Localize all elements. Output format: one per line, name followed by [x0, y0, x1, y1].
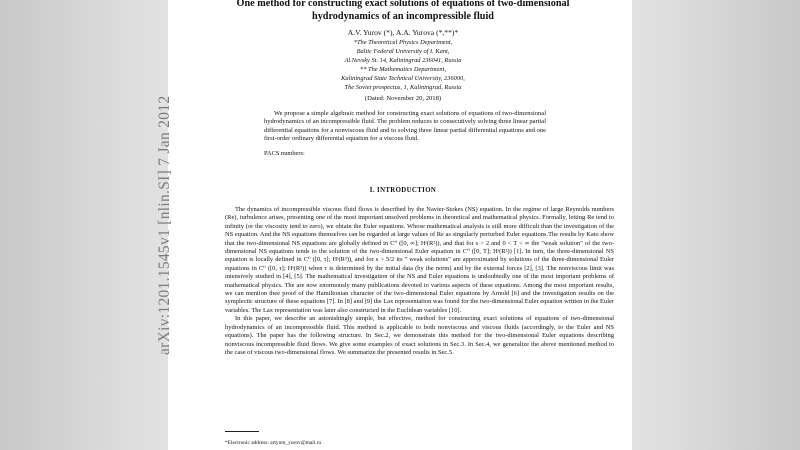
- abstract: We propose a simple algebraic method for constructing exact solutions of equations of two-dimensional hydrodynamics of an incompressible fluid. The problem reduces to consecutively solving three linear partial differential equations for a nonviscous fluid and to solving three linear partial differential equations and one first-order ordinary differential equation for a viscous fluid.: [264, 110, 546, 143]
- body-paragraph: The dynamics of incompressible viscous fluid flows is described by the Navier-Stokes (NS) equation. In the regime of large Reynolds numbers (Re), turbulence arises, presenting one of the most important unsolved problems in theoretical and mathematical physics. Formally, letting Re tend to infinity (or the viscosity tend to zero), we obtain the Euler equations. Whose mathematical analysis is still more difficult than the investigation of the NS equation. And the NS equations themselves can be regarded at large values of Re as singularly perturbed Euler equations.The results by Kato show that the two-dimensional NS equations are globally defined in C⁰ ([0, ∞]; Hˢ(R²)), and that for s > 2 and 0 < T < ∞ the "weak solution" of the two-dimensional NS equations tends to the solution of the two-dimensional Euler equation in C⁰ ([0, T]; Hˢ(R²)) [1]. In turn, the three-dimensional NS equation is locally defined in C⁰ ([0, τ]; Hˢ(R³)), and for s > 5/2 its " weak solutions" are approximated by solutions of the three-dimensional Euler equations in C⁰ ([0, τ]; Hˢ(R³)) when τ is determined by the initial data (by the norm) and by the external forces [2], [3]. The nonviscous limit was intensively studied in [4], [5]. The mathematical investigation of the NS and Euler equations is undoubtedly one of the most important problems of mathematical physics. The are now enormously many publications devoted to various aspects of these equations. Among the most important results, we can mention thee proof of the Hamiltonian character of the two-dimensional Euler equations by Arnold [6] and the investigation results on the symplectic structure of these equations [7]. In [8] and [9] the Lax representation was found for the two-dimensional Euler equation written in the Euler variables. The Lax representation was later also constructed in the Euclidean variables [10].: [225, 206, 614, 314]
- section-heading: I. INTRODUCTION: [369, 187, 437, 194]
- affiliations: [208, 38, 598, 93]
- pacs-numbers: PACS numbers:: [264, 150, 305, 157]
- footnote: *Electronic address: artyom_yurov@mail.ru: [225, 440, 322, 446]
- body-paragraph: In this paper, we describe an astonishingly simple, but effective, method for constructing exact solutions of equations of two-dimensional hydrodynamics of an incompressible fluid. This method is applicable to both nonviscous and viscous fluids (accordingly, to the Euler and NS equations). The paper has the following structure. In Sec.2, we demonstrate this method for the two-dimensional Euler equations describing nonviscous incompressible fluid flows. We give some examples of exact solutions in Sec.3. In Sec.4, we generalize the above mentioned method to the case of viscous two-dimensional flows. We summarize the presented results in Sec.5.: [225, 315, 614, 356]
- affiliation-line: Baltic Federal University of I. Kant,: [356, 48, 450, 56]
- footnote-rule: [225, 431, 259, 432]
- paper-page: [168, 0, 632, 450]
- author-line: A.V. Yurov (*), A.A. Yurova (*,**)*: [347, 28, 459, 37]
- dated-line: (Dated: November 20, 2018): [364, 95, 442, 102]
- introduction-body: [225, 206, 614, 357]
- affiliation-line: The Soviet prospectus, 1, Kaliningrad, Russia: [344, 84, 462, 92]
- arxiv-identifier-watermark: arXiv:1201.1545v1 [nlin.SI] 7 Jan 2012: [156, 95, 173, 355]
- affiliation-line: *The Theoretical Physics Department,: [353, 39, 453, 46]
- affiliation-line: Kaliningrad State Technical University, 236000,: [341, 75, 465, 83]
- affiliation-line: ** The Mathematics Department,: [360, 66, 446, 74]
- paper-title: One method for constructing exact solutions of equations of two-dimensional hydrodynamics of an incompressible fluid: [236, 0, 570, 22]
- affiliation-line: Al.Nevsky St. 14, Kaliningrad 236041, Russia: [344, 57, 462, 65]
